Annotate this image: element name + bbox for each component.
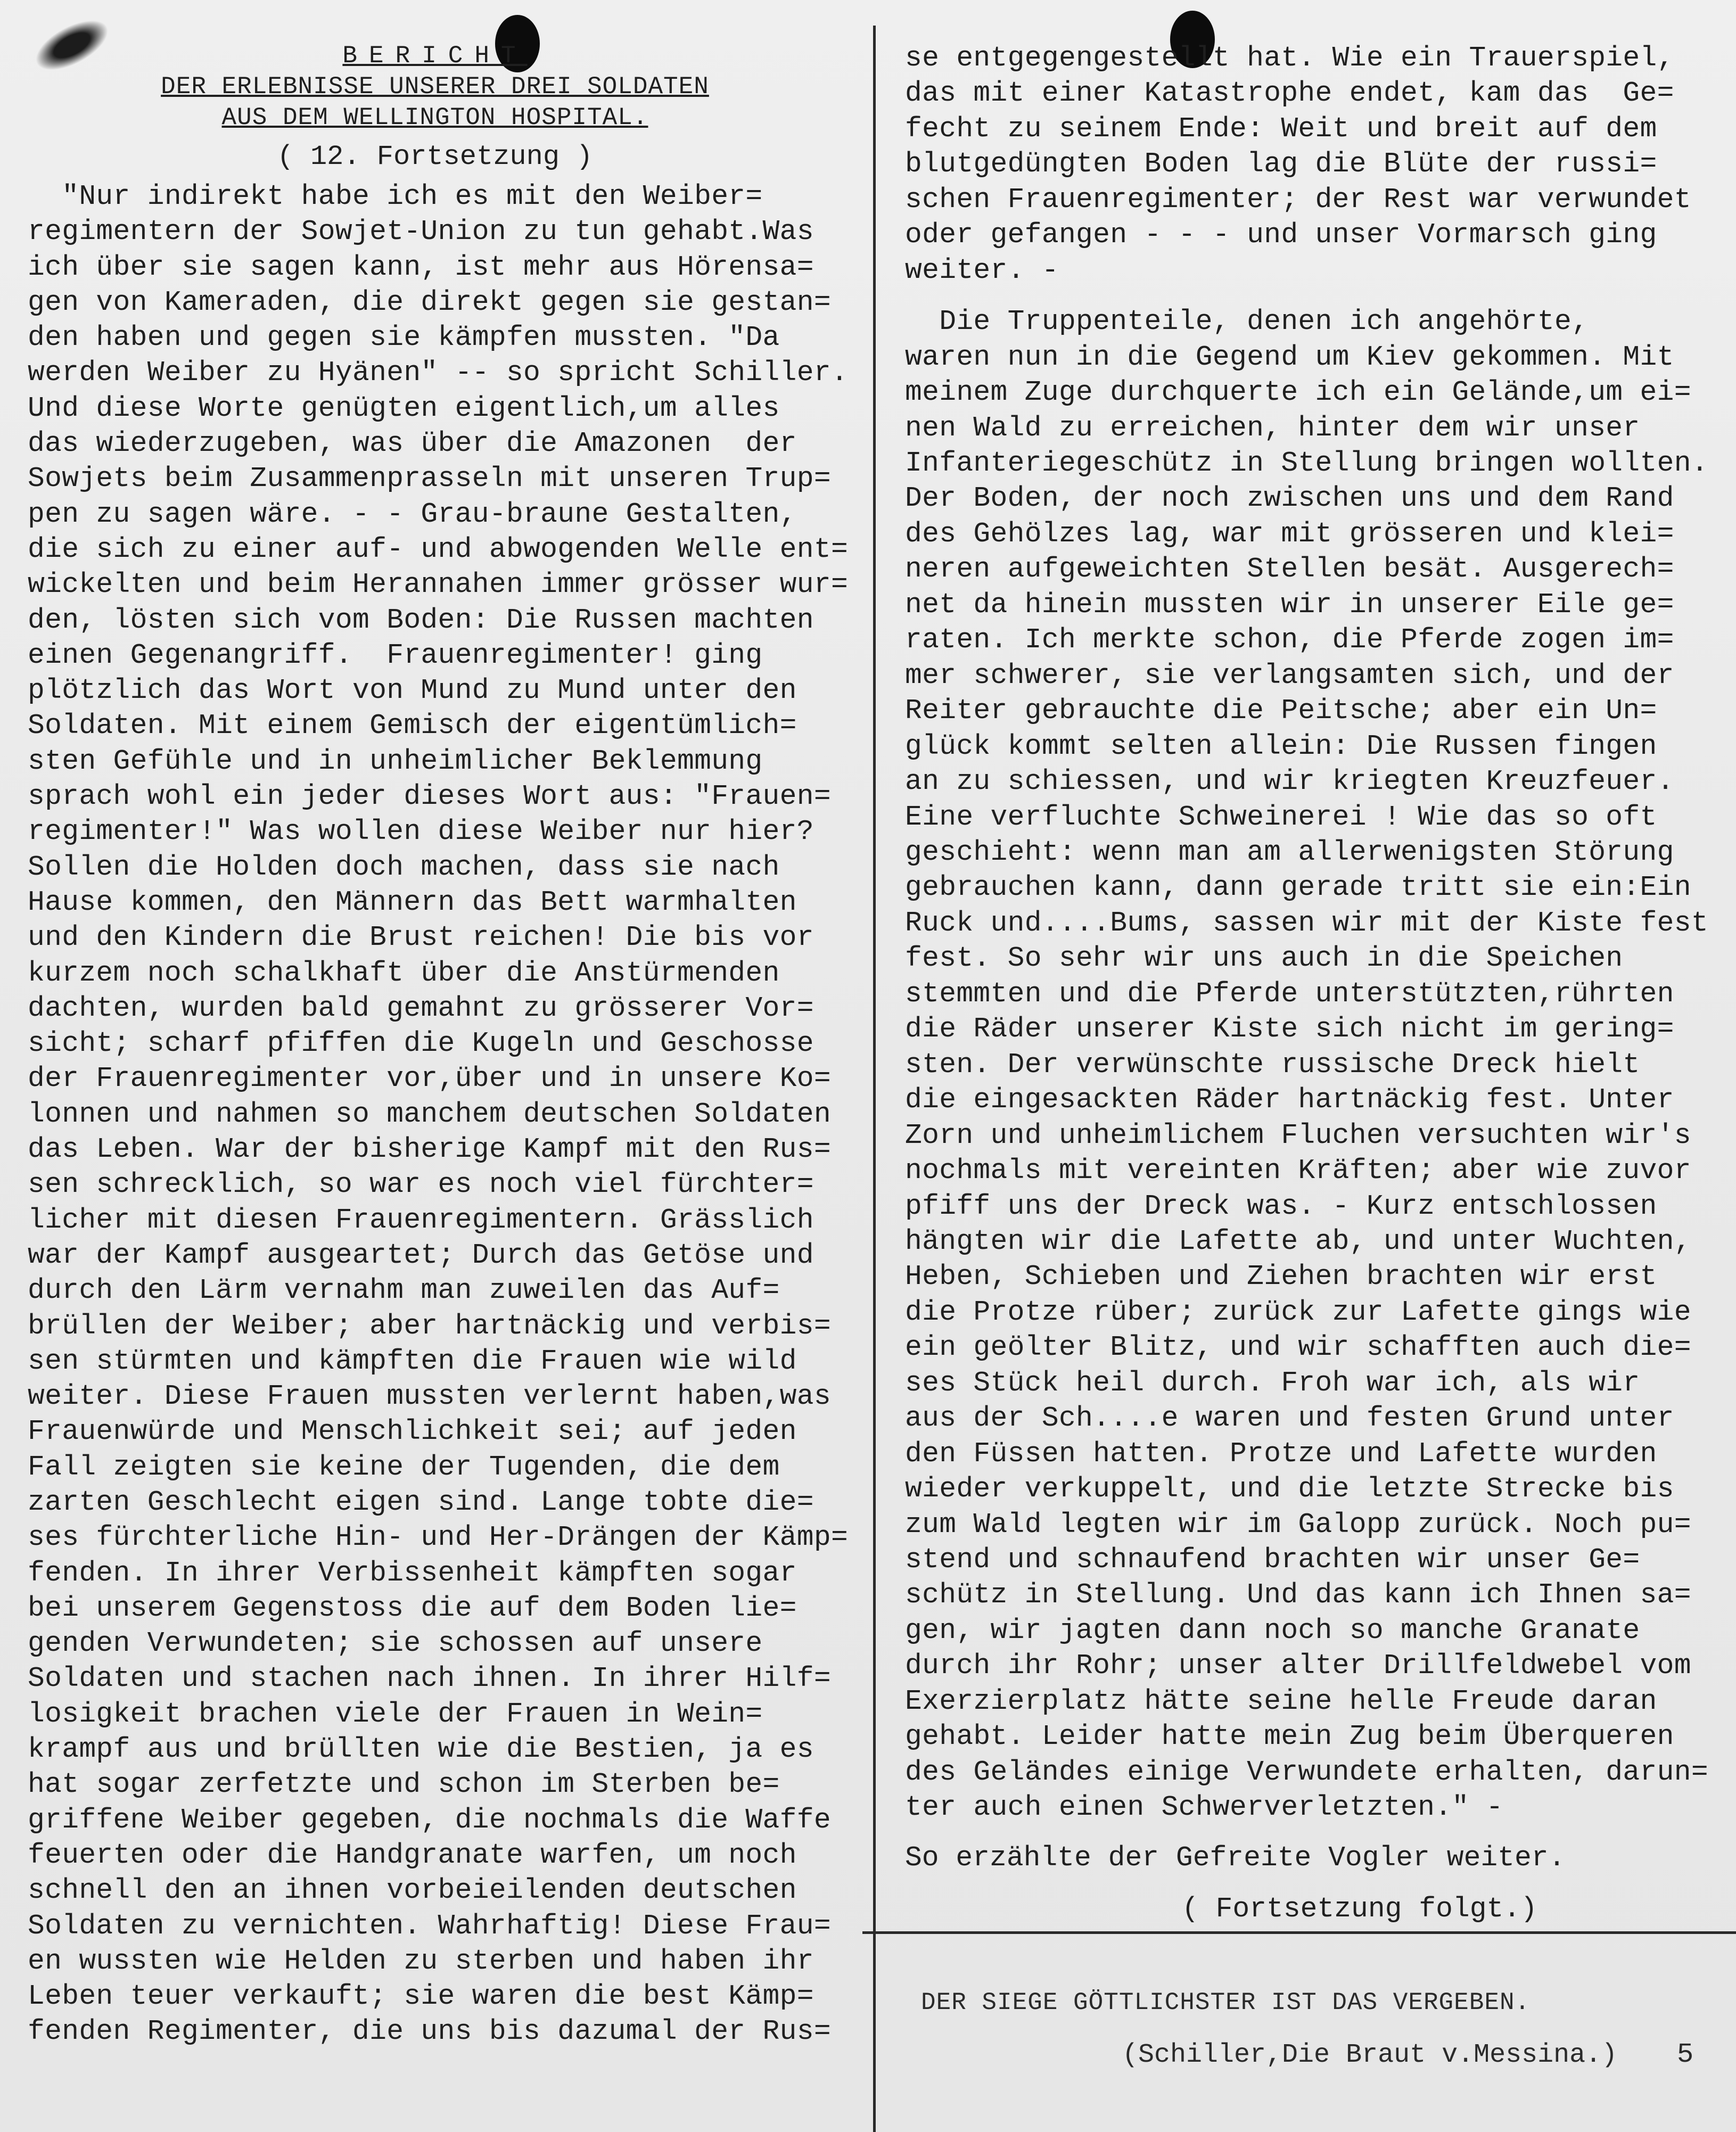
text-line: gen von Kameraden, die direkt gegen sie gestan= <box>28 286 831 318</box>
text-line: meinem Zuge durchquerte ich ein Gelände,um ei= <box>905 376 1691 409</box>
text-line: genden Verwundeten; sie schossen auf unsere <box>28 1627 763 1660</box>
text-line: Leben teuer verkauft; sie waren die best Kämp= <box>28 1980 814 2013</box>
text-line: Frauenwürde und Menschlichkeit sei; auf jeden <box>28 1415 797 1448</box>
text-line: geschieht: wenn man am allerwenigsten Störung <box>905 836 1674 868</box>
text-line: das wiederzugeben, was über die Amazonen der <box>28 427 797 460</box>
text-line: gen, wir jagten dann noch so manche Granate <box>905 1614 1640 1647</box>
text-line: bei unserem Gegenstoss die auf dem Boden lie= <box>28 1592 797 1624</box>
text-line: licher mit diesen Frauenregimentern. Grässlich <box>28 1204 814 1236</box>
text-line: durch den Lärm vernahm man zuweilen das Auf= <box>28 1274 780 1307</box>
page-number: 5 <box>1677 2039 1694 2070</box>
text-line: weiter. - <box>905 254 1059 286</box>
text-line: ses Stück heil durch. Froh war ich, als wir <box>905 1367 1640 1399</box>
text-line: ter auch einen Schwerverletzten." - <box>905 1791 1503 1824</box>
text-line: sten Gefühle und in unheimlicher Beklemmung <box>28 745 763 777</box>
text-line: brüllen der Weiber; aber hartnäckig und verbis= <box>28 1310 831 1342</box>
text-line: losigkeit brachen viele der Frauen in Wein= <box>28 1698 763 1730</box>
text-line: Exerzierplatz hätte seine helle Freude daran <box>905 1685 1657 1717</box>
text-line: plötzlich das Wort von Mund zu Mund unter den <box>28 674 797 707</box>
text-line: das Leben. War der bisherige Kampf mit den Rus= <box>28 1133 831 1166</box>
text-line: hat sogar zerfetzte und schon im Sterben be= <box>28 1768 780 1801</box>
text-line: regimenter!" Was wollen diese Weiber nur hier? <box>28 816 814 848</box>
continued-note: ( Fortsetzung folgt.) <box>1182 1892 1537 1925</box>
left-column <box>28 40 858 2049</box>
text-line: sprach wohl ein jeder dieses Wort aus: "Frauen= <box>28 780 831 813</box>
text-line: Fall zeigten sie keine der Tugenden, die dem <box>28 1451 780 1483</box>
text-line: kurzem noch schalkhaft über die Anstürmenden <box>28 957 780 989</box>
text-line: und den Kindern die Brust reichen! Die bis vor <box>28 921 814 954</box>
text-line: stend und schnaufend brachten wir unser Ge= <box>905 1544 1640 1576</box>
text-line: sten. Der verwünschte russische Dreck hielt <box>905 1048 1640 1081</box>
text-line: Zorn und unheimlichem Fluchen versuchten wir's <box>905 1119 1691 1151</box>
right-column-text-part2 <box>905 304 1719 1825</box>
text-line: nen Wald zu erreichen, hinter dem wir unser <box>905 411 1640 444</box>
text-line: Die Truppenteile, denen ich angehörte, <box>905 306 1589 338</box>
text-line: das mit einer Katastrophe endet, kam das Ge= <box>905 77 1674 110</box>
text-line: fest. So sehr wir uns auch in die Speichen <box>905 942 1623 975</box>
text-line: sen stürmten und kämpften die Frauen wie wild <box>28 1345 797 1377</box>
text-line: werden Weiber zu Hyänen" -- so spricht Schiller. <box>28 357 849 389</box>
column-divider <box>873 26 876 2132</box>
text-line: durch ihr Rohr; unser alter Drillfeldwebel vom <box>905 1650 1691 1682</box>
text-line: schen Frauenregimenter; der Rest war verwundet <box>905 183 1691 216</box>
text-line: nochmals mit vereinten Kräften; aber wie zuvor <box>905 1155 1691 1187</box>
text-line: Hause kommen, den Männern das Bett warmhalten <box>28 886 797 918</box>
text-line: fenden. In ihrer Verbissenheit kämpften sogar <box>28 1557 797 1589</box>
text-line: zum Wald legten wir im Galopp zurück. Noch pu= <box>905 1508 1691 1541</box>
text-line: ein geölter Blitz, und wir schafften auch die= <box>905 1331 1691 1364</box>
text-line: Eine verfluchte Schweinerei ! Wie das so oft <box>905 801 1657 833</box>
text-line: blutgedüngten Boden lag die Blüte der russi= <box>905 148 1657 180</box>
report-subtitle-line2: AUS DEM WELLINGTON HOSPITAL. <box>221 104 648 131</box>
text-line: se entgegengestellt hat. Wie ein Trauerspiel, <box>905 42 1674 74</box>
text-line: raten. Ich merkte schon, die Pferde zogen im= <box>905 624 1674 656</box>
text-line: schütz in Stellung. Und das kann ich Ihnen sa= <box>905 1579 1691 1611</box>
text-line: regimentern der Sowjet-Union zu tun gehabt.Was <box>28 216 814 248</box>
text-line: schnell den an ihnen vorbeieilenden deutschen <box>28 1874 797 1907</box>
text-line: Soldaten und stachen nach ihnen. In ihrer Hilf= <box>28 1662 831 1695</box>
text-line: der Frauenregimenter vor,über und in unsere Ko= <box>28 1063 831 1095</box>
text-line: Reiter gebrauchte die Peitsche; aber ein Un= <box>905 695 1657 727</box>
text-line: dachten, wurden bald gemahnt zu grösserer Vor= <box>28 992 814 1024</box>
text-line: fecht zu seinem Ende: Weit und breit auf dem <box>905 112 1657 145</box>
text-line: an zu schiessen, und wir kriegten Kreuzfeuer. <box>905 765 1674 798</box>
text-line: en wussten wie Helden zu sterben und haben ihr <box>28 1945 814 1977</box>
text-line: Soldaten. Mit einem Gemisch der eigentümlich= <box>28 710 797 742</box>
installment-number: ( 12. Fortsetzung ) <box>277 141 593 172</box>
footer-quote: DER SIEGE GÖTTLICHSTER IST DAS VERGEBEN. <box>921 1989 1531 2016</box>
text-line: war der Kampf ausgeartet; Durch das Getöse und <box>28 1239 814 1271</box>
text-line: neren aufgeweichten Stellen besät. Ausgerech= <box>905 553 1674 586</box>
report-heading <box>102 40 768 133</box>
text-line: glück kommt selten allein: Die Russen fingen <box>905 730 1657 762</box>
text-line: den Füssen hatten. Protze und Lafette wurden <box>905 1437 1657 1470</box>
text-line: ses fürchterliche Hin- und Her-Drängen der Kämp= <box>28 1521 849 1554</box>
left-column-text <box>28 179 858 2049</box>
text-line: sen schrecklich, so war es noch viel fürchter= <box>28 1168 814 1201</box>
text-line: wickelten und beim Herannahen immer grösser wur= <box>28 569 849 601</box>
footer-attribution: (Schiller,Die Braut v.Messina.) <box>1122 2040 1618 2070</box>
text-line: gehabt. Leider hatte mein Zug beim Überqueren <box>905 1721 1674 1753</box>
text-line: den haben und gegen sie kämpfen mussten. "Da <box>28 322 780 354</box>
text-line: des Gehölzes lag, war mit grösseren und klei= <box>905 517 1674 550</box>
text-line: die Räder unserer Kiste sich nicht im gering= <box>905 1013 1674 1046</box>
text-line: einen Gegenangriff. Frauenregimenter! ging <box>28 639 763 671</box>
right-column-text-part1 <box>905 40 1719 288</box>
text-line: Ruck und....Bums, sassen wir mit der Kiste fest <box>905 907 1708 939</box>
report-subtitle-line1: DER ERLEBNISSE UNSERER DREI SOLDATEN <box>161 73 709 101</box>
text-line: net da hinein mussten wir in unserer Eile ge= <box>905 588 1674 621</box>
text-line: gebrauchen kann, dann gerade tritt sie ein:Ein <box>905 871 1691 904</box>
text-line: die eingesackten Räder hartnäckig fest. Unter <box>905 1084 1674 1116</box>
text-line: griffene Weiber gegeben, die nochmals die Waffe <box>28 1804 831 1836</box>
text-line: Heben, Schieben und Ziehen brachten wir erst <box>905 1261 1657 1293</box>
text-line: Sowjets beim Zusammenprasseln mit unseren Trup= <box>28 463 831 495</box>
text-line: fenden Regimenter, die uns bis dazumal der Rus= <box>28 2015 831 2048</box>
paragraph-gap <box>905 288 1719 304</box>
text-line: waren nun in die Gegend um Kiev gekommen. Mit <box>905 341 1674 373</box>
text-line: oder gefangen - - - und unser Vormarsch ging <box>905 219 1657 251</box>
text-line: mer schwerer, sie verlangsamten sich, und der <box>905 659 1674 692</box>
text-line: krampf aus und brüllten wie die Bestien, ja es <box>28 1733 814 1766</box>
text-line: Sollen die Holden doch machen, dass sie nach <box>28 851 780 883</box>
text-line: hängten wir die Lafette ab, und unter Wuchten, <box>905 1225 1691 1257</box>
text-line: "Nur indirekt habe ich es mit den Weiber= <box>28 180 763 212</box>
text-line: ich über sie sagen kann, ist mehr aus Hörensa= <box>28 251 814 283</box>
text-line: Der Boden, der noch zwischen uns und dem Rand <box>905 482 1674 515</box>
narrator-line: So erzählte der Gefreite Vogler weiter. <box>905 1841 1566 1874</box>
text-line: die sich zu einer auf- und abwogenden Welle ent= <box>28 533 849 565</box>
text-line: zarten Geschlecht eigen sind. Lange tobte die= <box>28 1486 814 1518</box>
text-line: pfiff uns der Dreck was. - Kurz entschlossen <box>905 1190 1657 1222</box>
text-line: pen zu sagen wäre. - - Grau-braune Gestalten, <box>28 498 797 530</box>
text-line: aus der Sch....e waren und festen Grund unter <box>905 1402 1674 1435</box>
text-line: weiter. Diese Frauen mussten verlernt haben,was <box>28 1380 831 1413</box>
footer-divider <box>862 1931 1736 1934</box>
right-column <box>905 40 1719 1927</box>
text-line: feuerten oder die Handgranate warfen, um noch <box>28 1839 797 1871</box>
text-line: stemmten und die Pferde unterstützten,rührten <box>905 977 1674 1010</box>
text-line: Infanteriegeschütz in Stellung bringen wollten. <box>905 447 1708 479</box>
text-line: sicht; scharf pfiffen die Kugeln und Geschosse <box>28 1027 814 1060</box>
text-line: lonnen und nahmen so manchem deutschen Soldaten <box>28 1098 831 1130</box>
text-line: den, lösten sich vom Boden: Die Russen machten <box>28 604 814 636</box>
text-line: die Protze rüber; zurück zur Lafette gings wie <box>905 1296 1691 1328</box>
text-line: Und diese Worte genügten eigentlich,um alles <box>28 392 780 424</box>
text-line: des Geländes einige Verwundete erhalten, darun= <box>905 1756 1708 1788</box>
text-line: wieder verkuppelt, und die letzte Strecke bis <box>905 1473 1674 1505</box>
text-line: Soldaten zu vernichten. Wahrhaftig! Diese Frau= <box>28 1909 831 1942</box>
report-title: BERICHT <box>342 42 528 70</box>
